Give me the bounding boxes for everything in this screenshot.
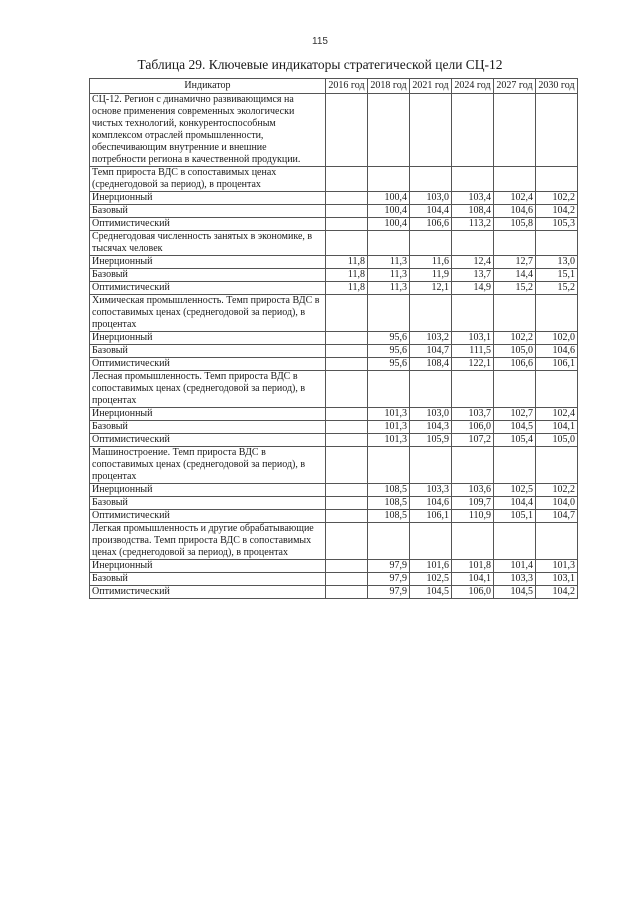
indicator-value: 105,4 bbox=[494, 434, 536, 447]
indicator-value: 108,4 bbox=[452, 205, 494, 218]
indicator-value: 95,6 bbox=[368, 345, 410, 358]
indicator-name: Машиностроение. Темп прироста ВДС в сопоставимых ценах (среднегодовой за период), в процентах bbox=[90, 447, 326, 484]
indicator-value: 104,5 bbox=[410, 586, 452, 599]
indicator-value bbox=[494, 523, 536, 560]
indicator-value: 102,7 bbox=[494, 408, 536, 421]
indicator-value: 102,5 bbox=[494, 484, 536, 497]
indicator-name: Базовый bbox=[90, 573, 326, 586]
table-row bbox=[90, 218, 578, 231]
indicator-value bbox=[326, 408, 368, 421]
indicator-value: 104,7 bbox=[536, 510, 578, 523]
indicator-value bbox=[368, 94, 410, 167]
indicator-value: 103,3 bbox=[494, 573, 536, 586]
indicator-value: 113,2 bbox=[452, 218, 494, 231]
indicator-value bbox=[326, 295, 368, 332]
indicator-value bbox=[326, 560, 368, 573]
table-row bbox=[90, 358, 578, 371]
indicator-name: Оптимистический bbox=[90, 434, 326, 447]
indicator-value bbox=[536, 231, 578, 256]
indicator-value: 108,5 bbox=[368, 484, 410, 497]
indicator-value bbox=[326, 573, 368, 586]
indicator-value: 97,9 bbox=[368, 586, 410, 599]
indicator-value bbox=[410, 167, 452, 192]
table-row bbox=[90, 408, 578, 421]
indicator-value bbox=[494, 94, 536, 167]
indicator-value bbox=[326, 358, 368, 371]
indicator-value bbox=[452, 295, 494, 332]
indicator-value: 11,8 bbox=[326, 282, 368, 295]
indicator-value: 104,6 bbox=[410, 497, 452, 510]
indicator-value: 104,5 bbox=[494, 586, 536, 599]
indicator-value bbox=[326, 523, 368, 560]
indicator-group-row bbox=[90, 295, 578, 332]
column-header-year: 2021 год bbox=[410, 79, 452, 94]
indicator-value: 109,7 bbox=[452, 497, 494, 510]
indicator-value bbox=[410, 231, 452, 256]
indicator-value: 104,5 bbox=[494, 421, 536, 434]
column-header-year: 2030 год bbox=[536, 79, 578, 94]
table-header-row bbox=[90, 79, 578, 94]
indicator-value: 103,2 bbox=[410, 332, 452, 345]
indicator-name: Инерционный bbox=[90, 408, 326, 421]
indicator-name: Базовый bbox=[90, 345, 326, 358]
indicator-value bbox=[494, 231, 536, 256]
indicator-value: 11,9 bbox=[410, 269, 452, 282]
indicator-value: 108,5 bbox=[368, 510, 410, 523]
indicators-table bbox=[89, 78, 578, 599]
indicator-value: 110,9 bbox=[452, 510, 494, 523]
table-row bbox=[90, 269, 578, 282]
table-row bbox=[90, 497, 578, 510]
indicator-value: 102,4 bbox=[494, 192, 536, 205]
indicator-value bbox=[452, 167, 494, 192]
indicator-value bbox=[494, 447, 536, 484]
indicator-value bbox=[326, 510, 368, 523]
indicator-value: 15,1 bbox=[536, 269, 578, 282]
indicator-name: Инерционный bbox=[90, 560, 326, 573]
column-header-year: 2016 год bbox=[326, 79, 368, 94]
indicator-name: Оптимистический bbox=[90, 218, 326, 231]
table-body bbox=[90, 94, 578, 599]
indicator-name: Темп прироста ВДС в сопоставимых ценах (среднегодовой за период), в процентах bbox=[90, 167, 326, 192]
indicator-value bbox=[326, 167, 368, 192]
indicator-value: 102,0 bbox=[536, 332, 578, 345]
indicator-name: Среднегодовая численность занятых в экономике, в тысячах человек bbox=[90, 231, 326, 256]
indicator-value bbox=[326, 231, 368, 256]
table-row bbox=[90, 434, 578, 447]
indicator-value: 107,2 bbox=[452, 434, 494, 447]
indicator-value bbox=[452, 94, 494, 167]
table-row bbox=[90, 345, 578, 358]
indicator-value: 103,6 bbox=[452, 484, 494, 497]
table-row bbox=[90, 484, 578, 497]
indicator-name: Инерционный bbox=[90, 256, 326, 269]
indicator-name: Инерционный bbox=[90, 332, 326, 345]
table-row bbox=[90, 256, 578, 269]
indicator-value: 101,3 bbox=[368, 421, 410, 434]
indicator-value bbox=[326, 192, 368, 205]
indicator-value: 15,2 bbox=[536, 282, 578, 295]
indicator-value: 103,1 bbox=[452, 332, 494, 345]
indicator-value bbox=[494, 371, 536, 408]
indicator-value: 106,6 bbox=[410, 218, 452, 231]
indicator-value: 100,4 bbox=[368, 218, 410, 231]
table-row bbox=[90, 560, 578, 573]
indicator-name: Легкая промышленность и другие обрабатывающие производства. Темп прироста ВДС в сопоставимых ценах (среднегодовой за период), в процентах bbox=[90, 523, 326, 560]
indicator-value bbox=[326, 94, 368, 167]
indicator-value bbox=[326, 421, 368, 434]
indicator-value: 95,6 bbox=[368, 358, 410, 371]
indicator-value: 101,3 bbox=[536, 560, 578, 573]
indicator-value bbox=[326, 497, 368, 510]
indicator-name: Оптимистический bbox=[90, 510, 326, 523]
indicator-value bbox=[410, 523, 452, 560]
indicator-value: 106,0 bbox=[452, 586, 494, 599]
table-title: Таблица 29. Ключевые индикаторы стратегической цели СЦ-12 bbox=[137, 57, 503, 72]
indicator-value: 106,1 bbox=[410, 510, 452, 523]
indicator-value bbox=[536, 295, 578, 332]
indicator-value: 102,5 bbox=[410, 573, 452, 586]
table-row bbox=[90, 282, 578, 295]
indicator-value: 122,1 bbox=[452, 358, 494, 371]
indicator-value: 95,6 bbox=[368, 332, 410, 345]
indicator-value: 104,1 bbox=[536, 421, 578, 434]
indicator-name: Базовый bbox=[90, 205, 326, 218]
indicator-value: 105,9 bbox=[410, 434, 452, 447]
page-number: 115 bbox=[312, 36, 328, 47]
indicator-value: 106,6 bbox=[494, 358, 536, 371]
indicator-name: СЦ-12. Регион с динамично развивающимся на основе применения современных экологически чистых технологий, конкурентоспособным комплексом отраслей промышленности, обеспечивающим внутренние и внешние потребности региона в качественной продукции. bbox=[90, 94, 326, 167]
indicator-group-row bbox=[90, 231, 578, 256]
indicator-value bbox=[326, 205, 368, 218]
indicator-name: Инерционный bbox=[90, 484, 326, 497]
indicator-group-row bbox=[90, 523, 578, 560]
indicator-value: 11,3 bbox=[368, 282, 410, 295]
indicator-value bbox=[368, 447, 410, 484]
indicator-value: 15,2 bbox=[494, 282, 536, 295]
indicator-value: 103,7 bbox=[452, 408, 494, 421]
indicator-value: 12,4 bbox=[452, 256, 494, 269]
indicator-value bbox=[326, 218, 368, 231]
indicator-value: 104,3 bbox=[410, 421, 452, 434]
indicator-value: 103,0 bbox=[410, 408, 452, 421]
indicator-value bbox=[368, 167, 410, 192]
indicator-value: 101,3 bbox=[368, 408, 410, 421]
indicator-value: 105,1 bbox=[494, 510, 536, 523]
indicator-value: 104,6 bbox=[494, 205, 536, 218]
indicator-value: 103,4 bbox=[452, 192, 494, 205]
indicator-value: 11,6 bbox=[410, 256, 452, 269]
indicator-name: Оптимистический bbox=[90, 358, 326, 371]
indicator-value: 100,4 bbox=[368, 192, 410, 205]
column-header-year: 2027 год bbox=[494, 79, 536, 94]
indicator-value: 102,4 bbox=[536, 408, 578, 421]
indicator-value bbox=[368, 371, 410, 408]
indicator-value bbox=[536, 371, 578, 408]
indicator-value: 103,0 bbox=[410, 192, 452, 205]
indicator-value bbox=[326, 434, 368, 447]
indicator-value bbox=[536, 167, 578, 192]
indicator-name: Базовый bbox=[90, 269, 326, 282]
indicator-value bbox=[452, 447, 494, 484]
table-row bbox=[90, 586, 578, 599]
indicator-value: 105,0 bbox=[494, 345, 536, 358]
table-row bbox=[90, 192, 578, 205]
indicator-value: 105,3 bbox=[536, 218, 578, 231]
indicator-value: 105,8 bbox=[494, 218, 536, 231]
indicator-value: 11,8 bbox=[326, 269, 368, 282]
indicator-value: 104,4 bbox=[410, 205, 452, 218]
indicator-value: 111,5 bbox=[452, 345, 494, 358]
indicator-name: Базовый bbox=[90, 497, 326, 510]
indicator-value: 11,3 bbox=[368, 256, 410, 269]
indicator-name: Оптимистический bbox=[90, 586, 326, 599]
indicator-value: 105,0 bbox=[536, 434, 578, 447]
indicator-group-row bbox=[90, 447, 578, 484]
indicator-value: 101,3 bbox=[368, 434, 410, 447]
column-header-indicator: Индикатор bbox=[90, 79, 326, 94]
indicator-name: Оптимистический bbox=[90, 282, 326, 295]
indicator-value: 104,6 bbox=[536, 345, 578, 358]
indicator-group-row bbox=[90, 167, 578, 192]
indicator-value: 104,1 bbox=[452, 573, 494, 586]
table-row bbox=[90, 332, 578, 345]
table-row bbox=[90, 573, 578, 586]
indicator-value: 108,4 bbox=[410, 358, 452, 371]
indicator-value bbox=[536, 447, 578, 484]
indicator-name: Базовый bbox=[90, 421, 326, 434]
table-row bbox=[90, 510, 578, 523]
indicator-value bbox=[452, 523, 494, 560]
table-row bbox=[90, 421, 578, 434]
indicator-value bbox=[410, 371, 452, 408]
indicator-value: 102,2 bbox=[536, 192, 578, 205]
indicator-value bbox=[326, 447, 368, 484]
indicator-value bbox=[494, 295, 536, 332]
indicator-name: Инерционный bbox=[90, 192, 326, 205]
indicator-value: 108,5 bbox=[368, 497, 410, 510]
indicator-value: 11,3 bbox=[368, 269, 410, 282]
indicator-value bbox=[452, 371, 494, 408]
indicator-value: 101,6 bbox=[410, 560, 452, 573]
indicator-value bbox=[410, 447, 452, 484]
indicator-name: Химическая промышленность. Темп прироста ВДС в сопоставимых ценах (среднегодовой за период), в процентах bbox=[90, 295, 326, 332]
indicator-value: 97,9 bbox=[368, 560, 410, 573]
indicator-value: 101,4 bbox=[494, 560, 536, 573]
goal-row bbox=[90, 94, 578, 167]
column-header-year: 2018 год bbox=[368, 79, 410, 94]
table-row bbox=[90, 205, 578, 218]
indicator-value: 14,4 bbox=[494, 269, 536, 282]
indicator-value bbox=[410, 94, 452, 167]
indicator-value bbox=[410, 295, 452, 332]
indicator-value: 104,7 bbox=[410, 345, 452, 358]
indicator-value bbox=[368, 231, 410, 256]
indicator-value: 13,0 bbox=[536, 256, 578, 269]
column-header-year: 2024 год bbox=[452, 79, 494, 94]
indicator-value bbox=[536, 94, 578, 167]
indicator-value: 104,0 bbox=[536, 497, 578, 510]
indicator-value: 11,8 bbox=[326, 256, 368, 269]
indicator-value bbox=[326, 345, 368, 358]
indicator-value bbox=[326, 371, 368, 408]
indicator-value bbox=[368, 295, 410, 332]
indicator-value: 101,8 bbox=[452, 560, 494, 573]
indicator-value: 14,9 bbox=[452, 282, 494, 295]
indicator-value: 12,1 bbox=[410, 282, 452, 295]
indicator-name: Лесная промышленность. Темп прироста ВДС в сопоставимых ценах (среднегодовой за период), в процентах bbox=[90, 371, 326, 408]
indicator-value: 104,2 bbox=[536, 205, 578, 218]
indicator-value: 106,0 bbox=[452, 421, 494, 434]
indicator-value bbox=[452, 231, 494, 256]
indicator-value: 102,2 bbox=[536, 484, 578, 497]
indicator-value bbox=[326, 586, 368, 599]
indicator-value: 97,9 bbox=[368, 573, 410, 586]
indicator-value: 12,7 bbox=[494, 256, 536, 269]
indicator-value: 100,4 bbox=[368, 205, 410, 218]
indicator-value bbox=[536, 523, 578, 560]
indicator-value: 13,7 bbox=[452, 269, 494, 282]
indicator-value bbox=[326, 484, 368, 497]
indicator-value: 103,3 bbox=[410, 484, 452, 497]
indicator-value bbox=[494, 167, 536, 192]
indicator-value bbox=[326, 332, 368, 345]
indicator-group-row bbox=[90, 371, 578, 408]
indicator-value: 106,1 bbox=[536, 358, 578, 371]
indicator-value: 103,1 bbox=[536, 573, 578, 586]
indicator-value: 104,2 bbox=[536, 586, 578, 599]
indicator-value: 102,2 bbox=[494, 332, 536, 345]
indicator-value: 104,4 bbox=[494, 497, 536, 510]
indicator-value bbox=[368, 523, 410, 560]
